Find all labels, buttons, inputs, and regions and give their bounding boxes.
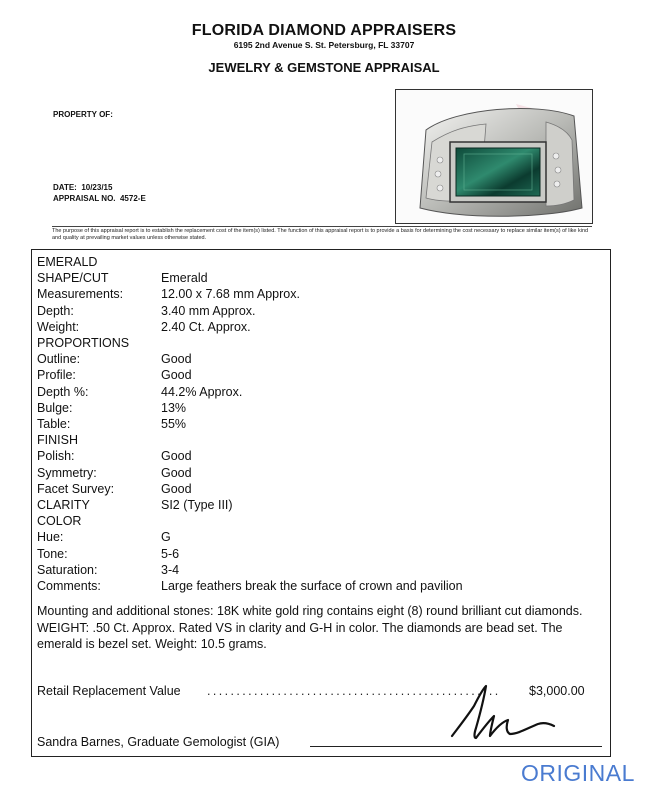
detail-label: Facet Survey: [37,482,115,496]
date-value: 10/23/15 [81,183,113,192]
signature-line [310,746,602,747]
mounting-description: Mounting and additional stones: 18K white gold ring contains eight (8) round brilliant cut diamonds. WEIGHT: .50 Ct. Approx. Rated VS in clarity and G-H in color. The diamonds are bead set. The emerald is bezel set. Weight: 10.5 grams. [37,604,583,651]
detail-label: PROPORTIONS [37,336,130,350]
date-line [53,183,112,192]
detail-value: 55% [161,417,187,431]
detail-value: Good [161,482,192,496]
detail-label: Hue: [37,530,64,544]
leader-dots: .................................................. [207,684,501,698]
detail-label: CLARITY [37,498,90,512]
detail-label: COLOR [37,514,82,528]
detail-value: SI2 (Type III) [161,498,233,512]
retail-value-label: Retail Replacement Value [37,684,181,698]
detail-value: 3.40 mm Approx. [161,304,256,318]
detail-value: 12.00 x 7.68 mm Approx. [161,287,300,301]
appraiser-name: Sandra Barnes, Graduate Gemologist (GIA) [37,735,280,749]
detail-label: Table: [37,417,71,431]
detail-label: Weight: [37,320,80,334]
company-address: 6195 2nd Avenue S. St. Petersburg, FL 33707 [233,40,415,50]
retail-value-amount: $3,000.00 [529,684,585,698]
detail-value: 2.40 Ct. Approx. [161,320,251,334]
detail-value: Emerald [161,271,208,285]
detail-label: Tone: [37,547,68,561]
detail-value: Good [161,368,192,382]
purpose-statement: The purpose of this appraisal report is to establish the replacement cost of the item(s) listed. The function of this appraisal report is to provide a basis for determining the cost necessary to replace similar item(s) of like kind and quality at prevailing market values unless otherwise stated. [52,228,589,241]
detail-label: Polish: [37,449,75,463]
detail-value: 13% [161,401,187,415]
detail-label: EMERALD [37,255,98,269]
detail-label: Symmetry: [37,466,97,480]
detail-label: FINISH [37,433,78,447]
detail-label: Outline: [37,352,81,366]
detail-value: 44.2% Approx. [161,385,243,399]
ring-photo [395,89,593,224]
detail-value: 5-6 [161,547,180,561]
detail-label: Depth: [37,304,74,318]
company-name: FLORIDA DIAMOND APPRAISERS [191,22,457,39]
appraisal-number-value: 4572-E [119,194,146,203]
detail-label: SHAPE/CUT [37,271,109,285]
appraisal-number-label: APPRAISAL NO. [53,194,116,203]
detail-label: Profile: [37,368,76,382]
header-rule [52,226,592,227]
detail-label: Depth %: [37,385,89,399]
detail-label: Measurements: [37,287,124,301]
detail-value: Good [161,352,192,366]
signature-mark [448,678,558,750]
date-label: DATE: [53,183,77,192]
appraisal-number-line [53,194,146,203]
detail-value: Large feathers break the surface of crown and pavilion [161,579,463,593]
detail-value: G [161,530,171,544]
detail-value: Good [161,466,192,480]
detail-label: Bulge: [37,401,73,415]
property-of-label: PROPERTY OF: [53,110,113,119]
detail-label: Comments: [37,579,101,593]
detail-value: Good [161,449,192,463]
ring-illustration [396,90,592,223]
original-stamp: ORIGINAL [521,760,635,786]
detail-value: 3-4 [161,563,180,577]
detail-label: Saturation: [37,563,98,577]
document-title: JEWELRY & GEMSTONE APPRAISAL [208,60,440,75]
